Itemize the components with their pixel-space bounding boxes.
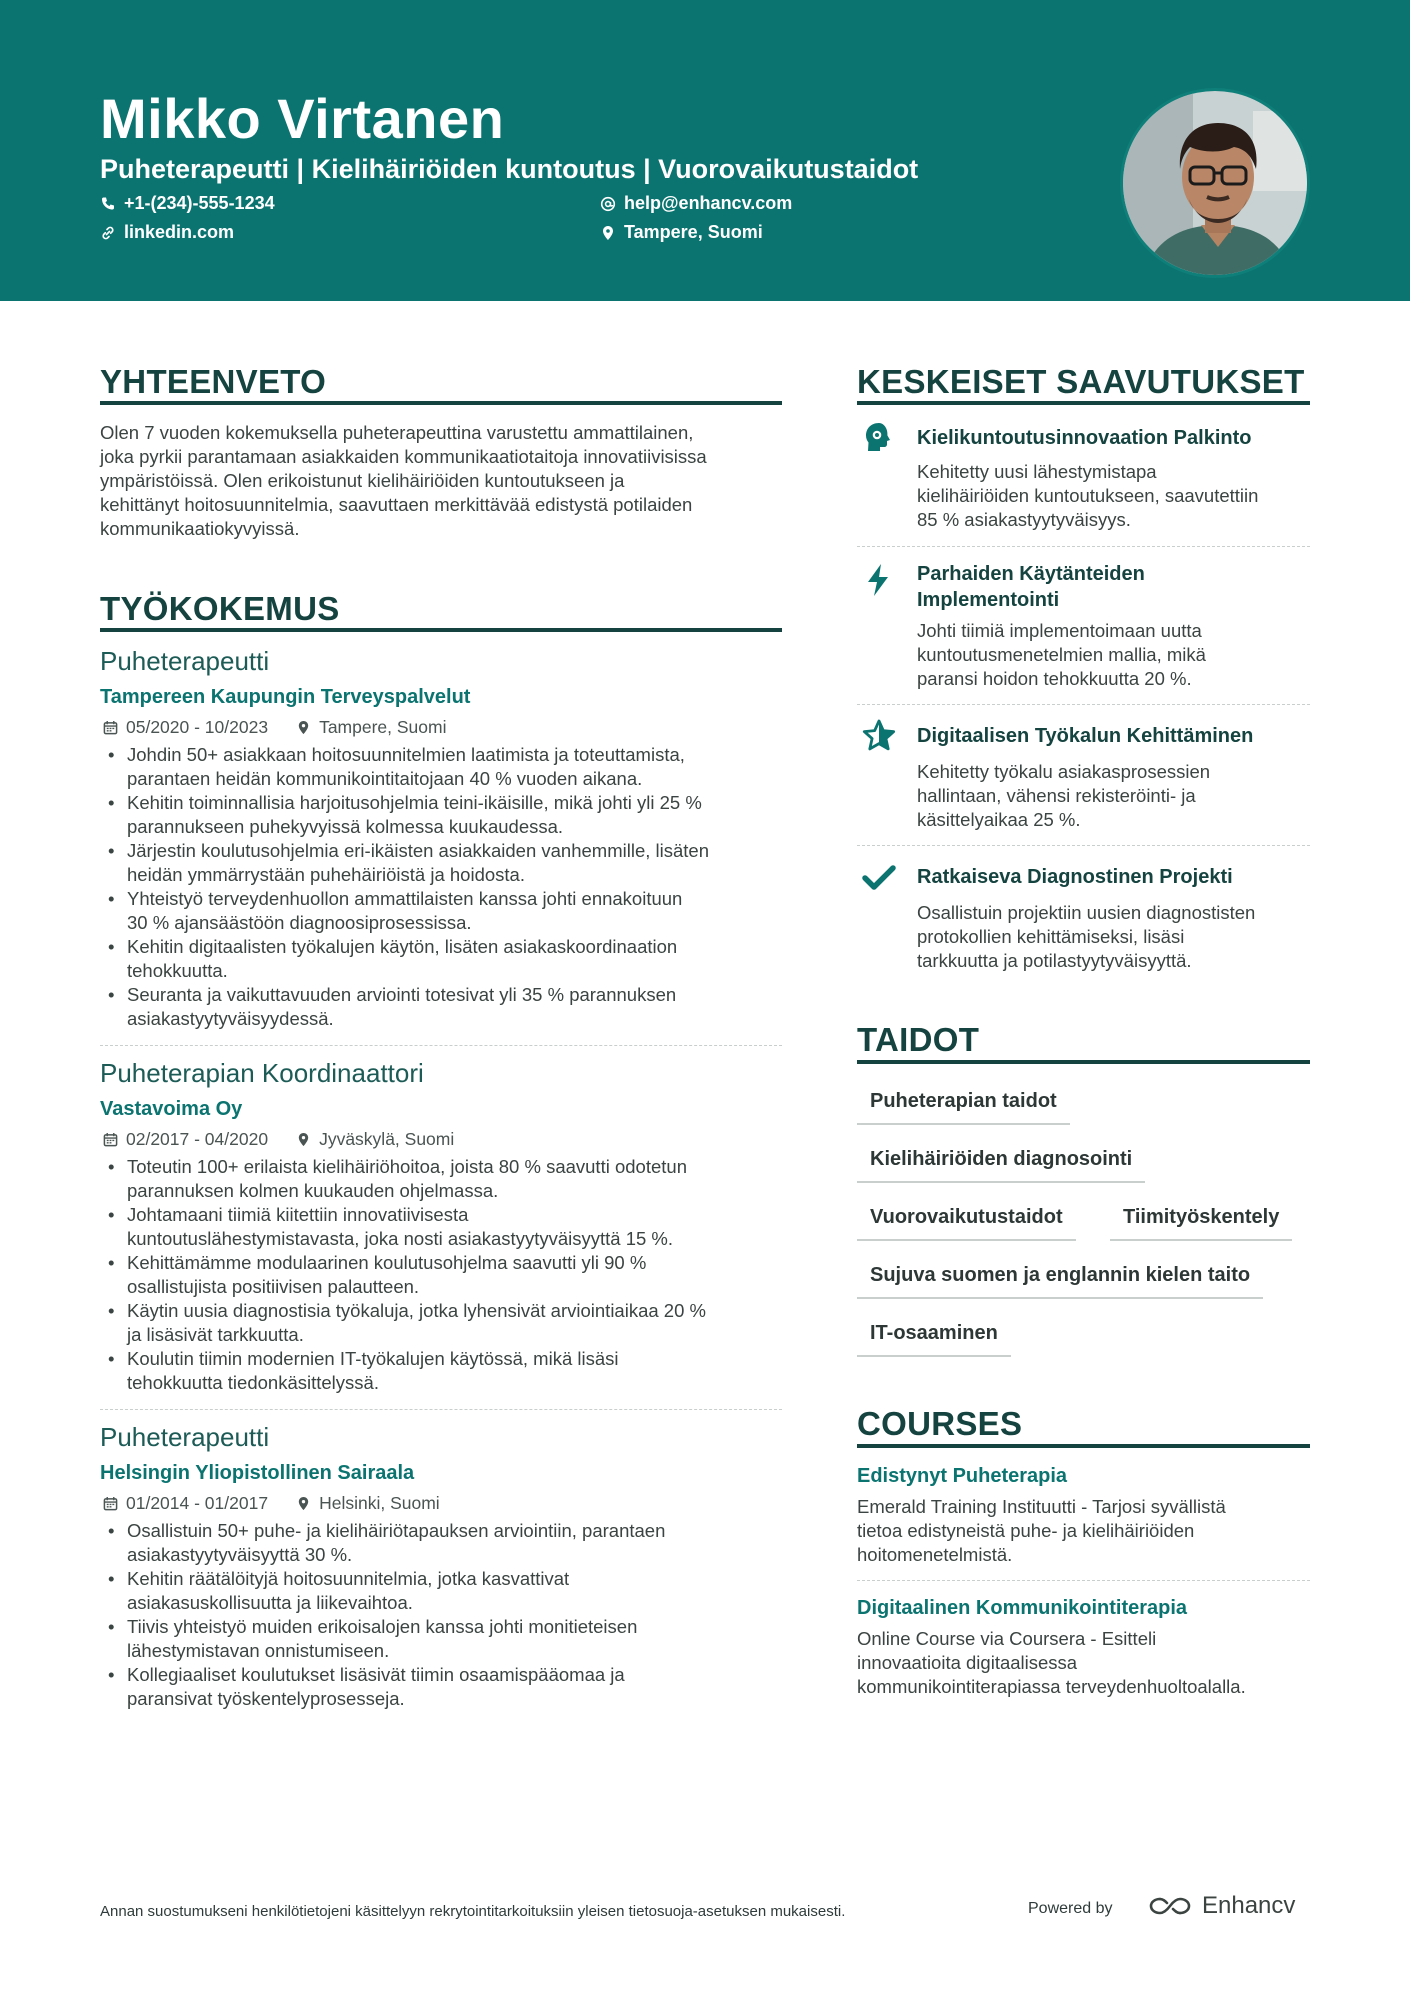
job-company: Helsingin Yliopistollinen Sairaala — [100, 1462, 415, 1484]
job-meta — [103, 717, 447, 738]
header-band — [0, 0, 1410, 301]
job-bullet: • Kehitin digitaalisten työkalujen käytön, lisäten asiakaskoordinaation tehokkuutta. — [100, 935, 790, 983]
summary-line: joka pyrkii parantamaan asiakkaiden kommunikaatiotaitoja innovatiivisissa — [100, 446, 707, 467]
head-icon — [861, 420, 897, 456]
job-bullet: • Osallistuin 50+ puhe- ja kielihäiriötapauksen arviointiin, parantaen asiakastyytyväisyyttä 30 %. — [100, 1519, 790, 1567]
course-description: Online Course via Coursera - Esitteli innovaatioita digitaalisessa kommunikointiterapiassa terveydenhuoltoalalla. — [857, 1628, 1246, 1697]
job-bullet: • Kehitin räätälöityjä hoitosuunnitelmia, jotka kasvattivat asiakasuskollisuutta ja liikevaihtoa. — [100, 1567, 790, 1615]
skills-heading: TAIDOT — [857, 1021, 980, 1058]
job-bullet: • Käytin uusia diagnostisia työkaluja, jotka lyhensivät arviointiaikaa 20 % ja lisäsivät tarkkuutta. — [100, 1299, 790, 1347]
achievement-title: Kielikuntoutusinnovaation Palkinto — [917, 427, 1252, 449]
job-bullet: • Järjestin koulutusohjelmia eri-ikäisten asiakkaiden vanhemmille, lisäten heidän ymmärrystään puhehäiriöistä ja hoidosta. — [100, 839, 790, 887]
gdpr-consent-note: Annan suostumukseni henkilötietojeni käsittelyyn rekrytointitarkoituksiin yleisen tietosuoja-asetuksen mukaisesti. — [100, 1903, 846, 1920]
candidate-name: Mikko Virtanen — [100, 87, 505, 150]
achievement-description: Johti tiimiä implementoimaan uutta kuntoutusmenetelmien mallia, mikä paransi hoidon tehokkuutta 20 %. — [917, 620, 1206, 689]
job-bullets — [100, 1519, 790, 1711]
email-contact[interactable] — [600, 193, 792, 214]
job-bullet: • Koulutin tiimin modernien IT-työkalujen käytössä, mikä lisäsi tehokkuutta tiedonkäsittelyssä. — [100, 1347, 790, 1395]
job-meta — [103, 1129, 454, 1150]
job-location: Jyväskylä, Suomi — [319, 1129, 455, 1149]
achievement-description: Kehitetty työkalu asiakasprosessien hallintaan, vähensi rekisteröinti- ja käsittelyaikaa 25 %. — [917, 761, 1211, 830]
email-text: help@enhancv.com — [624, 193, 793, 213]
job-dates: 02/2017 - 04/2020 — [126, 1129, 269, 1149]
courses-rule — [857, 1444, 1310, 1448]
job-bullet: • Seuranta ja vaikuttavuuden arviointi totesivat yli 35 % parannuksen asiakastyytyväisyydessä. — [100, 983, 790, 1031]
job-title: Puheterapian Koordinaattori — [100, 1058, 424, 1088]
calendar-icon — [103, 1496, 118, 1511]
enhancv-logo-icon — [1146, 1894, 1194, 1918]
course-divider — [857, 1580, 1310, 1581]
experience-heading: TYÖKOKEMUS — [100, 590, 340, 627]
job-bullet: • Tiivis yhteistyö muiden erikoisalojen kanssa johti monitieteisen lähestymistavan onnistumiseen. — [100, 1615, 790, 1663]
achievement-description: Osallistuin projektiin uusien diagnostisten protokollien kehittämiseksi, lisäsi tarkkuutta ja potilastyytyväisyyttä. — [917, 902, 1256, 971]
linkedin-contact[interactable] — [100, 222, 234, 243]
job-bullet: • Yhteistyö terveydenhuollon ammattilaisten kanssa johti ennakoituun 30 % ajansäästöön diagnoosiprosessissa. — [100, 887, 790, 935]
job-location: Helsinki, Suomi — [319, 1493, 440, 1513]
summary-heading: YHTEENVETO — [100, 363, 327, 400]
enhancv-logo[interactable] — [1146, 1892, 1295, 1920]
achievement-divider — [857, 546, 1310, 547]
phone-icon — [100, 196, 116, 212]
course-title: Digitaalinen Kommunikointiterapia — [857, 1597, 1188, 1619]
job-meta — [103, 1493, 440, 1514]
skill-tag: Tiimityöskentely — [1110, 1206, 1292, 1241]
enhancv-brand-text: Enhancv — [1202, 1892, 1296, 1919]
summary-line: Olen 7 vuoden kokemuksella puheterapeuttina varustettu ammattilainen, — [100, 422, 694, 443]
location-pin-icon — [296, 1496, 311, 1511]
summary-paragraph — [100, 421, 790, 541]
summary-line: kommunikaatiokyvyissä. — [100, 518, 300, 539]
job-company: Vastavoima Oy — [100, 1098, 243, 1120]
job-bullet: • Kehittämämme modulaarinen koulutusohjelma saavutti yli 90 % osallistujista positiivisen palautteen. — [100, 1251, 790, 1299]
candidate-tagline: Puheterapeutti | Kielihäiriöiden kuntoutus | Vuorovaikutustaidot — [100, 154, 919, 184]
achievements-heading: KESKEISET SAAVUTUKSET — [857, 363, 1305, 400]
job-divider — [100, 1045, 782, 1046]
powered-by-label: Powered by — [1028, 1900, 1113, 1917]
calendar-icon — [103, 1132, 118, 1147]
achievement-divider — [857, 845, 1310, 846]
job-bullet: • Johtamaani tiimiä kiitettiin innovatiivisesta kuntoutuslähestymistavasta, joka nosti asiakastyytyväisyyttä 15 %. — [100, 1203, 790, 1251]
job-bullet: • Kollegiaaliset koulutukset lisäsivät tiimin osaamispääomaa ja paransivat työskentelyprosesseja. — [100, 1663, 790, 1711]
job-bullet: • Kehitin toiminnallisia harjoitusohjelmia teini-ikäisille, mikä johti yli 25 % parannukseen puhekyvyissä kolmessa kuukaudessa. — [100, 791, 790, 839]
job-bullets — [100, 1155, 790, 1395]
check-icon — [861, 859, 897, 895]
job-bullets — [100, 743, 790, 1031]
skill-tag: Vuorovaikutustaidot — [857, 1206, 1076, 1241]
job-title: Puheterapeutti — [100, 646, 270, 676]
job-divider — [100, 1409, 782, 1410]
profile-photo — [1120, 88, 1310, 278]
experience-rule — [100, 628, 782, 632]
job-company: Tampereen Kaupungin Terveyspalvelut — [100, 686, 471, 708]
calendar-icon — [103, 720, 118, 735]
star-icon — [861, 718, 897, 754]
achievement-divider — [857, 704, 1310, 705]
portrait-illustration — [1123, 91, 1310, 278]
achievement-description: Kehitetty uusi lähestymistapa kielihäiriöiden kuntoutukseen, saavutettiin 85 % asiakastyytyväisyys. — [917, 461, 1259, 530]
link-icon — [100, 225, 116, 241]
achievements-rule — [857, 401, 1310, 405]
courses-heading: COURSES — [857, 1405, 1023, 1442]
course-description: Emerald Training Instituutti - Tarjosi syvällistä tietoa edistyneistä puhe- ja kielihäiriöiden hoitomenetelmistä. — [857, 1496, 1226, 1565]
linkedin-text: linkedin.com — [124, 222, 235, 242]
job-title: Puheterapeutti — [100, 1422, 270, 1452]
achievement-title: Digitaalisen Työkalun Kehittäminen — [917, 725, 1254, 747]
summary-line: ympäristöissä. Olen erikoistunut kielihäiriöiden kuntoutukseen ja — [100, 470, 625, 491]
skill-tag: Kielihäiriöiden diagnosointi — [857, 1148, 1145, 1183]
achievement-title: Parhaiden Käytänteiden Implementointi — [917, 563, 1145, 611]
summary-line: kehittänyt hoitosuunnitelmia, saavuttaen merkittävää edistystä potilaiden — [100, 494, 693, 515]
location-contact — [600, 222, 763, 243]
at-icon — [600, 196, 616, 212]
job-bullet: • Toteutin 100+ erilaista kielihäiriöhoitoa, joista 80 % saavutti odotetun parannuksen kolmen kuukauden ohjelmassa. — [100, 1155, 790, 1203]
job-dates: 05/2020 - 10/2023 — [126, 717, 269, 737]
location-pin-icon — [600, 225, 616, 241]
job-location: Tampere, Suomi — [319, 717, 447, 737]
achievement-title: Ratkaiseva Diagnostinen Projekti — [917, 866, 1233, 888]
skills-rule — [857, 1060, 1310, 1064]
job-dates: 01/2014 - 01/2017 — [126, 1493, 269, 1513]
lightning-icon — [861, 562, 897, 598]
skill-tag: Sujuva suomen ja englannin kielen taito — [857, 1264, 1263, 1299]
location-text: Tampere, Suomi — [624, 222, 763, 242]
course-title: Edistynyt Puheterapia — [857, 1465, 1068, 1487]
job-bullet: • Johdin 50+ asiakkaan hoitosuunnitelmien laatimista ja toteuttamista, parantaen heidän kommunikointitaitojaan 40 % vuoden aikana. — [100, 743, 790, 791]
location-pin-icon — [296, 720, 311, 735]
skill-tag: IT-osaaminen — [857, 1322, 1011, 1357]
phone-text: +1-(234)-555-1234 — [124, 193, 275, 213]
location-pin-icon — [296, 1132, 311, 1147]
phone-contact[interactable] — [100, 193, 275, 214]
skill-tag: Puheterapian taidot — [857, 1090, 1070, 1125]
summary-rule — [100, 401, 782, 405]
